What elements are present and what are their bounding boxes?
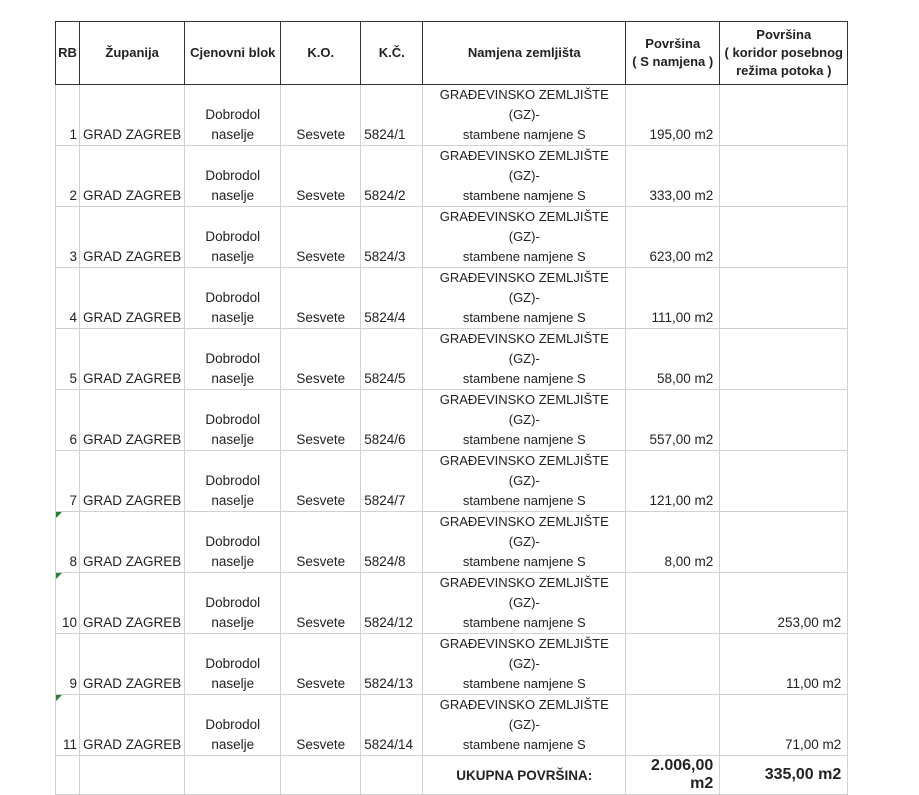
cell-povrsina-koridor[interactable]: 253,00 m2 — [720, 573, 848, 634]
table-row — [56, 146, 848, 207]
header-namjena[interactable]: Namjena zemljišta — [423, 22, 626, 85]
cell-zupanija[interactable]: GRAD ZAGREB — [80, 695, 185, 756]
header-povrsina-s-line2: ( S namjena ) — [632, 54, 714, 69]
table-body — [56, 85, 848, 756]
namjena-line1: GRAĐEVINSKO ZEMLJIŠTE (GZ)- — [439, 331, 609, 366]
cell-zupanija[interactable]: GRAD ZAGREB — [80, 634, 185, 695]
cell-zupanija[interactable]: GRAD ZAGREB — [80, 451, 185, 512]
cell-namjena[interactable] — [423, 268, 626, 329]
cell-namjena[interactable] — [423, 695, 626, 756]
cell-ko[interactable]: Sesvete — [281, 512, 361, 573]
spreadsheet — [55, 21, 848, 795]
table-row — [56, 634, 848, 695]
cell-rb[interactable]: 9 — [56, 634, 80, 695]
cell-povrsina-s[interactable]: 58,00 m2 — [626, 329, 720, 390]
table-row — [56, 268, 848, 329]
cell-povrsina-koridor[interactable] — [720, 207, 848, 268]
cell-povrsina-s[interactable]: 121,00 m2 — [626, 451, 720, 512]
cell-cjenovni-blok[interactable]: Dobrodol naselje — [185, 146, 281, 207]
cell-cjenovni-blok[interactable]: Dobrodol naselje — [185, 207, 281, 268]
cell-ko[interactable]: Sesvete — [281, 268, 361, 329]
cell-namjena[interactable] — [423, 329, 626, 390]
total-empty-cell[interactable] — [185, 756, 281, 795]
cell-povrsina-koridor[interactable] — [720, 268, 848, 329]
cell-povrsina-koridor[interactable] — [720, 451, 848, 512]
cell-ko[interactable]: Sesvete — [281, 634, 361, 695]
cell-ko[interactable]: Sesvete — [281, 329, 361, 390]
land-parcel-table — [55, 21, 848, 795]
cell-povrsina-koridor[interactable] — [720, 329, 848, 390]
cell-namjena[interactable] — [423, 85, 626, 146]
cell-zupanija[interactable]: GRAD ZAGREB — [80, 85, 185, 146]
cell-rb[interactable]: 4 — [56, 268, 80, 329]
table-row — [56, 207, 848, 268]
cell-kc[interactable]: 5824/4 — [361, 268, 423, 329]
cell-namjena[interactable] — [423, 573, 626, 634]
cell-rb[interactable]: 7 — [56, 451, 80, 512]
namjena-line2: stambene namjene S — [462, 310, 586, 325]
cell-ko[interactable]: Sesvete — [281, 85, 361, 146]
cell-povrsina-s[interactable]: 623,00 m2 — [626, 207, 720, 268]
header-kc[interactable]: K.Č. — [361, 22, 423, 85]
namjena-line2: stambene namjene S — [462, 188, 586, 203]
namjena-line1: GRAĐEVINSKO ZEMLJIŠTE (GZ)- — [439, 514, 609, 549]
namjena-line1: GRAĐEVINSKO ZEMLJIŠTE (GZ)- — [439, 270, 609, 305]
cell-povrsina-koridor[interactable] — [720, 390, 848, 451]
cell-povrsina-koridor[interactable] — [720, 512, 848, 573]
cell-povrsina-s[interactable] — [626, 573, 720, 634]
namjena-line2: stambene namjene S — [462, 432, 586, 447]
cell-ko[interactable]: Sesvete — [281, 390, 361, 451]
namjena-line1: GRAĐEVINSKO ZEMLJIŠTE (GZ)- — [439, 148, 609, 183]
cell-zupanija[interactable]: GRAD ZAGREB — [80, 207, 185, 268]
table-row — [56, 451, 848, 512]
cell-povrsina-s[interactable] — [626, 634, 720, 695]
table-row — [56, 695, 848, 756]
cell-povrsina-koridor[interactable]: 11,00 m2 — [720, 634, 848, 695]
namjena-line1: GRAĐEVINSKO ZEMLJIŠTE (GZ)- — [439, 636, 609, 671]
total-povrsina-koridor[interactable]: 335,00 m2 — [720, 756, 848, 795]
cell-kc[interactable]: 5824/12 — [361, 573, 423, 634]
cell-cjenovni-blok[interactable]: Dobrodol naselje — [185, 634, 281, 695]
cell-namjena[interactable] — [423, 451, 626, 512]
namjena-line2: stambene namjene S — [462, 554, 586, 569]
header-povrsina-koridor[interactable] — [720, 22, 848, 85]
namjena-line1: GRAĐEVINSKO ZEMLJIŠTE (GZ)- — [439, 575, 609, 610]
cell-zupanija[interactable]: GRAD ZAGREB — [80, 329, 185, 390]
cell-cjenovni-blok[interactable]: Dobrodol naselje — [185, 512, 281, 573]
header-povrsina-s[interactable] — [626, 22, 720, 85]
error-indicator-icon — [56, 512, 62, 518]
cell-ko[interactable]: Sesvete — [281, 451, 361, 512]
cell-zupanija[interactable]: GRAD ZAGREB — [80, 268, 185, 329]
cell-povrsina-koridor[interactable]: 71,00 m2 — [720, 695, 848, 756]
cell-kc[interactable]: 5824/8 — [361, 512, 423, 573]
total-povrsina-s[interactable]: 2.006,00 m2 — [626, 756, 720, 795]
cell-kc[interactable]: 5824/14 — [361, 695, 423, 756]
cell-zupanija[interactable]: GRAD ZAGREB — [80, 146, 185, 207]
cell-povrsina-s[interactable]: 111,00 m2 — [626, 268, 720, 329]
cell-ko[interactable]: Sesvete — [281, 207, 361, 268]
cell-rb[interactable]: 3 — [56, 207, 80, 268]
cell-povrsina-s[interactable]: 333,00 m2 — [626, 146, 720, 207]
cell-povrsina-koridor[interactable] — [720, 85, 848, 146]
namjena-line2: stambene namjene S — [462, 615, 586, 630]
total-empty-cell[interactable] — [361, 756, 423, 795]
table-row — [56, 85, 848, 146]
cell-rb[interactable]: 6 — [56, 390, 80, 451]
namjena-line2: stambene namjene S — [462, 493, 586, 508]
cell-cjenovni-blok[interactable]: Dobrodol naselje — [185, 695, 281, 756]
cell-namjena[interactable] — [423, 634, 626, 695]
total-label[interactable]: UKUPNA POVRŠINA: — [423, 756, 626, 795]
header-ko[interactable]: K.O. — [281, 22, 361, 85]
namjena-line2: stambene namjene S — [462, 676, 586, 691]
header-povrsina-k-line3: režima potoka ) — [736, 63, 832, 78]
cell-povrsina-s[interactable] — [626, 695, 720, 756]
namjena-line2: stambene namjene S — [462, 371, 586, 386]
namjena-line1: GRAĐEVINSKO ZEMLJIŠTE (GZ)- — [439, 87, 609, 122]
total-empty-cell[interactable] — [281, 756, 361, 795]
cell-rb[interactable]: 5 — [56, 329, 80, 390]
cell-povrsina-s[interactable]: 557,00 m2 — [626, 390, 720, 451]
header-row — [56, 22, 848, 85]
cell-zupanija[interactable]: GRAD ZAGREB — [80, 573, 185, 634]
namjena-line2: stambene namjene S — [462, 737, 586, 752]
cell-kc[interactable]: 5824/2 — [361, 146, 423, 207]
namjena-line2: stambene namjene S — [462, 249, 586, 264]
total-empty-cell[interactable] — [80, 756, 185, 795]
cell-kc[interactable]: 5824/7 — [361, 451, 423, 512]
cell-povrsina-s[interactable]: 8,00 m2 — [626, 512, 720, 573]
table-row — [56, 512, 848, 573]
cell-rb[interactable]: 8 — [56, 512, 80, 573]
cell-rb[interactable]: 1 — [56, 85, 80, 146]
cell-kc[interactable]: 5824/1 — [361, 85, 423, 146]
namjena-line1: GRAĐEVINSKO ZEMLJIŠTE (GZ)- — [439, 392, 609, 427]
cell-namjena[interactable] — [423, 146, 626, 207]
header-povrsina-k-line2: ( koridor posebnog — [724, 45, 843, 60]
total-empty-cell[interactable] — [56, 756, 80, 795]
namjena-line1: GRAĐEVINSKO ZEMLJIŠTE (GZ)- — [439, 453, 609, 488]
header-povrsina-s-line1: Površina — [645, 36, 701, 51]
cell-zupanija[interactable]: GRAD ZAGREB — [80, 512, 185, 573]
cell-cjenovni-blok[interactable]: Dobrodol naselje — [185, 573, 281, 634]
cell-cjenovni-blok[interactable]: Dobrodol naselje — [185, 390, 281, 451]
cell-kc[interactable]: 5824/6 — [361, 390, 423, 451]
error-indicator-icon — [56, 573, 62, 579]
cell-cjenovni-blok[interactable]: Dobrodol naselje — [185, 451, 281, 512]
cell-cjenovni-blok[interactable]: Dobrodol naselje — [185, 329, 281, 390]
cell-zupanija[interactable]: GRAD ZAGREB — [80, 390, 185, 451]
header-zupanija[interactable]: Županija — [80, 22, 185, 85]
cell-ko[interactable]: Sesvete — [281, 695, 361, 756]
cell-ko[interactable]: Sesvete — [281, 146, 361, 207]
namjena-line1: GRAĐEVINSKO ZEMLJIŠTE (GZ)- — [439, 209, 609, 244]
header-povrsina-k-line1: Površina — [756, 27, 812, 42]
table-row — [56, 329, 848, 390]
cell-kc[interactable]: 5824/5 — [361, 329, 423, 390]
cell-kc[interactable]: 5824/13 — [361, 634, 423, 695]
cell-kc[interactable]: 5824/3 — [361, 207, 423, 268]
cell-namjena[interactable] — [423, 512, 626, 573]
cell-povrsina-s[interactable]: 195,00 m2 — [626, 85, 720, 146]
namjena-line2: stambene namjene S — [462, 127, 586, 142]
cell-rb[interactable]: 2 — [56, 146, 80, 207]
cell-povrsina-koridor[interactable] — [720, 146, 848, 207]
error-indicator-icon — [56, 695, 62, 701]
cell-namjena[interactable] — [423, 390, 626, 451]
total-row — [56, 756, 848, 795]
table-row — [56, 390, 848, 451]
cell-cjenovni-blok[interactable]: Dobrodol naselje — [185, 268, 281, 329]
header-cjenovni-blok[interactable]: Cjenovni blok — [185, 22, 281, 85]
table-row — [56, 573, 848, 634]
namjena-line1: GRAĐEVINSKO ZEMLJIŠTE (GZ)- — [439, 697, 609, 732]
cell-namjena[interactable] — [423, 207, 626, 268]
cell-ko[interactable]: Sesvete — [281, 573, 361, 634]
cell-cjenovni-blok[interactable]: Dobrodol naselje — [185, 85, 281, 146]
cell-rb[interactable]: 10 — [56, 573, 80, 634]
cell-rb[interactable]: 11 — [56, 695, 80, 756]
header-rb[interactable]: RB — [56, 22, 80, 85]
